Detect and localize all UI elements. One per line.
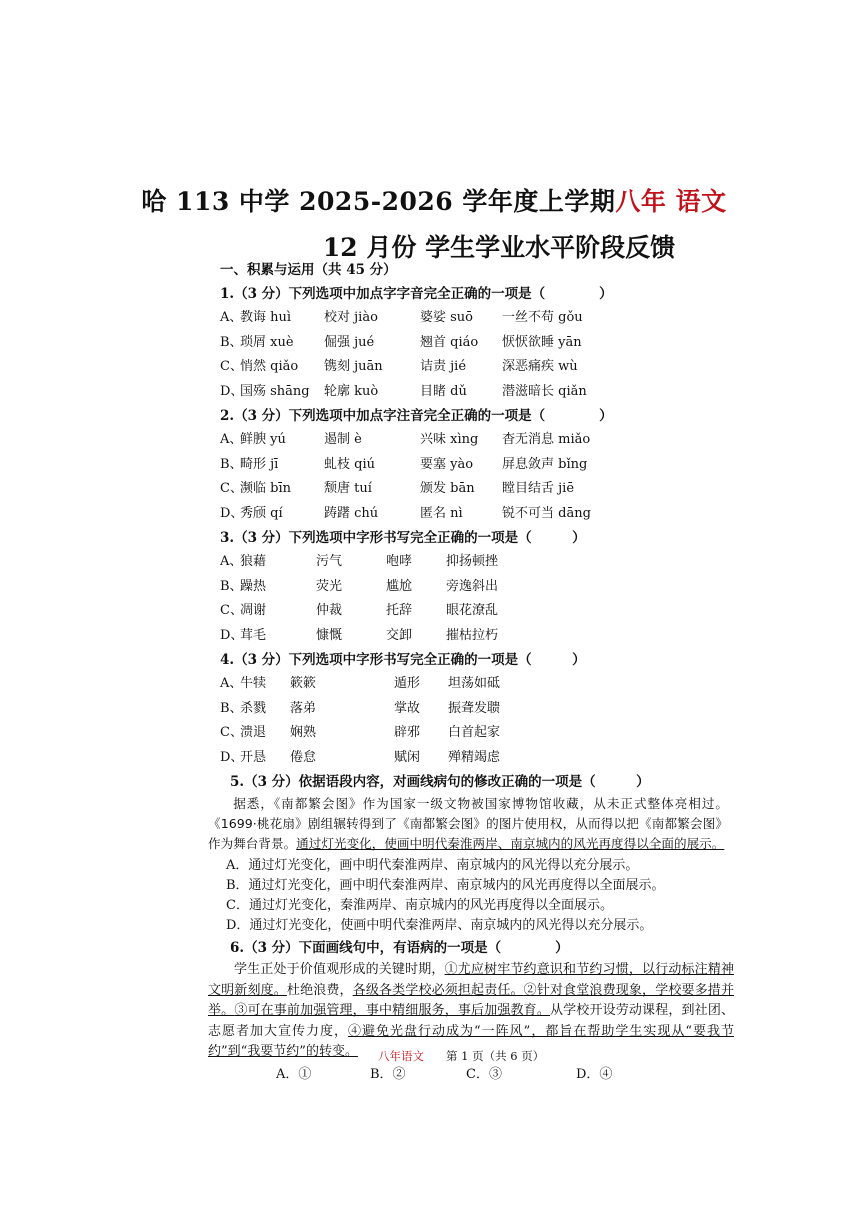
- option-item: 虬枝 qiú: [324, 456, 375, 472]
- option-item: 仲裁: [316, 603, 343, 618]
- option-letter: B、: [220, 578, 243, 594]
- option-item: 狼藉: [240, 554, 267, 569]
- option-item: 殚精竭虑: [448, 749, 501, 765]
- option-item: 托辞: [386, 603, 413, 618]
- option-item: 目睹 dǔ: [420, 383, 467, 399]
- question-5-passage: [208, 794, 728, 854]
- option-letter: C、: [220, 725, 243, 740]
- option-item: 轮廓 kuò: [324, 383, 379, 399]
- option-letter: D、: [220, 627, 244, 643]
- option-item: 溃退: [240, 725, 267, 740]
- option-item: 落弟: [290, 700, 317, 716]
- title-subject: 语文: [675, 187, 727, 216]
- option-item: 摧枯拉朽: [446, 627, 499, 643]
- option-item: 咆哮: [386, 554, 413, 569]
- passage-text: 杜绝浪费，: [286, 982, 353, 998]
- q3-option-b: [220, 575, 740, 600]
- option-letter: D、: [220, 505, 244, 521]
- option-item: 眼花潦乱: [446, 603, 499, 618]
- option-item: 婆娑 suō: [420, 310, 474, 325]
- option-item: 振聋发聩: [448, 700, 501, 716]
- exam-title-line1: [0, 182, 868, 218]
- q3-option-c: [220, 599, 740, 624]
- underlined-clause: 各级各类学校必须担起责任。: [352, 982, 524, 998]
- option-item: 教诲 huì: [240, 310, 292, 325]
- q4-option-a: [220, 672, 740, 697]
- option-letter: A、: [220, 676, 243, 691]
- option-item: 一丝不苟 gǒu: [502, 310, 583, 325]
- q1-option-b: [220, 331, 740, 356]
- underlined-sentence-2: ②针对食堂浪费现象，学校要多措并举。: [208, 982, 734, 1018]
- option-item: 坦荡如砥: [448, 676, 501, 691]
- option-item: 锐不可当 dāng: [502, 505, 591, 521]
- q6-choice-c: C．③: [466, 1066, 502, 1082]
- footer-subject-label: 八年语文: [378, 1049, 424, 1063]
- exam-title-line2: 12 月份 学生学业水平阶段反馈: [322, 233, 676, 262]
- option-item: 潜滋暗长 qiǎn: [502, 383, 587, 399]
- option-item: 杳无消息 miǎo: [502, 432, 591, 447]
- option-letter: B、: [220, 700, 243, 716]
- option-item: 鲜腴 yú: [240, 432, 286, 447]
- q2-option-b: [220, 453, 740, 478]
- question-6-stem: 6.（3 分）下面画线句中，有语病的一项是（ ）: [230, 940, 569, 956]
- option-item: 遁形: [394, 676, 421, 691]
- option-item: 凋谢: [240, 603, 267, 618]
- option-item: 瞠目结舌 jiē: [502, 481, 575, 496]
- option-item: 白首起家: [448, 725, 501, 740]
- q3-option-d: [220, 624, 740, 649]
- option-item: 掌故: [394, 700, 421, 716]
- option-item: 开恳: [240, 749, 267, 765]
- q5-choice-d: D．通过灯光变化，使画中明代秦淮两岸、南京城内的风光得以充分展示。: [226, 918, 653, 933]
- question-2-stem: 2.（3 分）下列选项中加点字注音完全正确的一项是（ ）: [220, 408, 613, 424]
- underlined-sentence-4: ④避免光盘行动成为“一阵风”，都旨在帮助学生实现从“要我节约”到“我要节约”的转变。: [208, 1023, 734, 1059]
- option-item: 颁发 bān: [420, 481, 475, 496]
- option-item: 恹恹欲睡 yān: [502, 334, 582, 350]
- option-item: 抑扬顿挫: [446, 554, 499, 569]
- option-item: 秀颀 qí: [240, 505, 283, 521]
- option-item: 慷慨: [316, 627, 343, 643]
- q5-choice-c: C．通过灯光变化，秦淮两岸、南京城内的风光再度得以全面展示。: [226, 898, 613, 913]
- q1-option-c: [220, 355, 740, 380]
- option-item: 荧光: [316, 578, 343, 594]
- q4-option-b: [220, 697, 740, 722]
- option-letter: A、: [220, 432, 243, 447]
- q3-option-a: [220, 550, 740, 575]
- option-item: 簌簌: [290, 676, 317, 691]
- q6-choice-d: D．④: [576, 1066, 613, 1082]
- option-item: 校对 jiào: [324, 310, 378, 325]
- option-item: 国殇 shāng: [240, 383, 310, 399]
- option-letter: B、: [220, 334, 243, 350]
- option-letter: B、: [220, 456, 243, 472]
- section-heading: 一、积累与运用（共 45 分）: [220, 262, 397, 278]
- option-item: 镌刻 juān: [324, 359, 383, 374]
- q6-choice-a: A．①: [276, 1066, 312, 1082]
- option-letter: C、: [220, 481, 243, 496]
- option-item: 要塞 yào: [420, 456, 474, 472]
- passage-underlined-sentence: 通过灯光变化，使画中明代秦淮两岸、南京城内的风光再度得以全面的展示。: [296, 836, 725, 851]
- underlined-sentence-1: ①尤应树牢节约意识和节约习惯，以行动标注精神文明新刻度。: [208, 962, 734, 998]
- question-5-stem: 5.（3 分）依据语段内容，对画线病句的修改正确的一项是（ ）: [230, 774, 650, 790]
- option-item: 牛犊: [240, 676, 267, 691]
- title-school-term: 哈 113 中学 2025-2026 学年度上学期: [141, 187, 616, 216]
- exam-content: [208, 258, 740, 1087]
- q6-choices: [220, 1063, 740, 1087]
- option-item: 踌躇 chú: [324, 505, 379, 521]
- option-item: 躁热: [240, 578, 267, 594]
- underlined-sentence-3: ③可在事前加强管理，事中精细服务，事后加强教育。: [234, 1003, 550, 1018]
- q1-option-d: [220, 380, 740, 405]
- option-letter: D、: [220, 383, 244, 399]
- option-item: 尴尬: [386, 578, 413, 594]
- q4-option-d: [220, 746, 740, 771]
- option-item: 畸形 jī: [240, 456, 279, 472]
- option-item: 茸毛: [240, 627, 267, 643]
- q2-option-c: [220, 477, 740, 502]
- option-item: 诘责 jié: [420, 359, 467, 374]
- option-item: 倦怠: [290, 749, 317, 765]
- q6-choice-b: B．②: [370, 1066, 406, 1082]
- option-item: 匿名 nì: [420, 505, 463, 521]
- option-item: 屏息敛声 bǐng: [502, 456, 588, 472]
- option-item: 颓唐 tuí: [324, 481, 372, 496]
- option-item: 旁逸斜出: [446, 578, 499, 594]
- page-footer: [378, 1048, 544, 1064]
- footer-page-number: 第 1 页（共 6 页）: [445, 1049, 545, 1063]
- option-item: 杀戮: [240, 700, 267, 716]
- q5-choice-b: B．通过灯光变化，画中明代秦淮两岸、南京城内的风光再度得以全面展示。: [226, 878, 665, 893]
- option-item: 污气: [316, 554, 343, 569]
- passage-text: 据悉，《南都繁会图》作为国家一级文物被国家博物馆收藏，从未正式整体亮相过。《1699·桃花扇》剧组辗转得到了《南都繁会图》的图片使用权，从而得以把《南都繁会图》作为舞台背景。: [208, 796, 728, 851]
- option-item: 悄然 qiǎo: [240, 359, 299, 374]
- q2-option-a: [220, 428, 740, 453]
- option-item: 赋闲: [394, 749, 421, 765]
- option-item: 翘首 qiáo: [420, 334, 479, 350]
- question-3-stem: 3.（3 分）下列选项中字形书写完全正确的一项是（ ）: [220, 530, 586, 546]
- option-letter: A、: [220, 554, 243, 569]
- option-item: 深恶痛疾 wù: [502, 359, 578, 374]
- question-1-stem: 1.（3 分）下列选项中加点字字音完全正确的一项是（ ）: [220, 286, 613, 302]
- question-4-stem: 4.（3 分）下列选项中字形书写完全正确的一项是（ ）: [220, 652, 586, 668]
- option-item: 遏制 è: [324, 432, 362, 447]
- option-letter: D、: [220, 749, 244, 765]
- option-letter: C、: [220, 359, 243, 374]
- option-item: 濒临 bīn: [240, 481, 291, 496]
- option-item: 交卸: [386, 627, 413, 643]
- option-item: 兴味 xìng: [420, 432, 479, 447]
- q4-option-c: [220, 721, 740, 746]
- title-grade: 八年: [615, 187, 667, 216]
- q5-choice-a: A．通过灯光变化，画中明代秦淮两岸、南京城内的风光得以充分展示。: [226, 858, 639, 873]
- option-item: 辟邪: [394, 725, 421, 740]
- q2-option-d: [220, 502, 740, 527]
- passage-text: 学生正处于价值观形成的关键时期，: [234, 962, 445, 977]
- option-letter: A、: [220, 310, 243, 325]
- passage-text: 从学校开设劳动课程，到社团、志愿者加大宣传力度，: [208, 1003, 734, 1039]
- option-letter: C、: [220, 603, 243, 618]
- option-item: 琐屑 xuè: [240, 334, 294, 350]
- option-item: 娴熟: [290, 725, 317, 740]
- q1-option-a: [220, 306, 740, 331]
- option-item: 倔强 jué: [324, 334, 375, 350]
